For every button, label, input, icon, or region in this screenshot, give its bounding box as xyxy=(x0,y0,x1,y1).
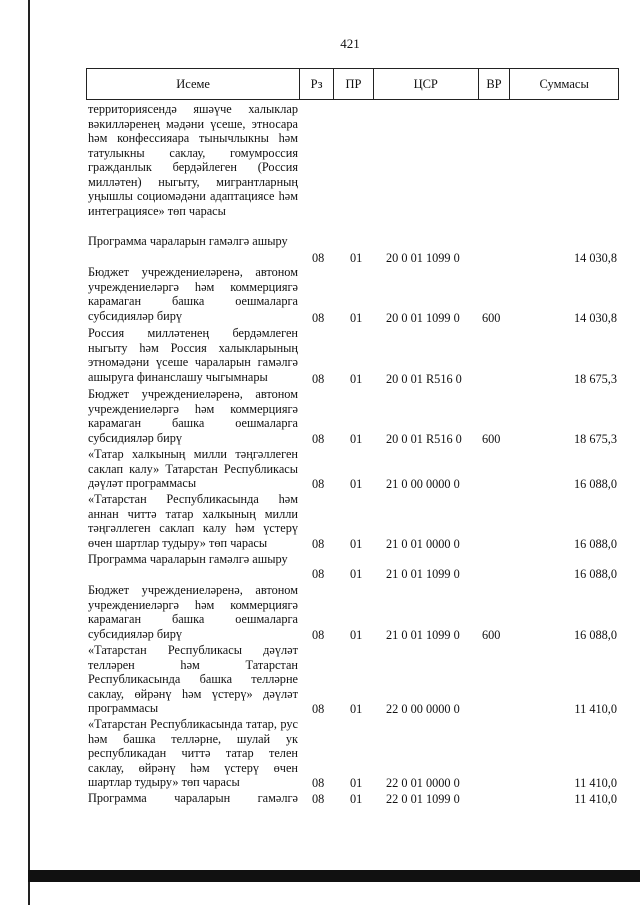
row-name: Программа чараларын гамәлгә xyxy=(88,791,298,805)
row-sum: 18 675,3 xyxy=(573,431,617,446)
header-rz: Рз xyxy=(300,69,334,99)
table-row xyxy=(88,326,619,386)
row-pr: 01 xyxy=(350,476,363,491)
row-pr: 01 xyxy=(350,310,363,325)
row-name: «Татарстан Республикасында һәм аннан читтә татар халкының милли тәңгәллеген саклап калу һәм үстерү өчен шартлар тудыру» төп чарасы xyxy=(88,492,298,550)
row-csr: 20 0 01 1099 0 xyxy=(386,310,460,325)
header-vr: ВР xyxy=(479,69,511,99)
row-rz: 08 xyxy=(312,250,325,265)
row-name: Бюджет учреждениеләренә, автоном учреждениеләргә һәм коммерциягә карамаган башка оешмаларга субсидияләр бирү xyxy=(88,387,298,445)
row-rz: 08 xyxy=(312,536,325,551)
header-pr: ПР xyxy=(334,69,374,99)
row-rz: 08 xyxy=(312,476,325,491)
row-csr: 22 0 01 0000 0 xyxy=(386,775,460,790)
row-sum: 11 410,0 xyxy=(574,791,617,806)
row-rz: 08 xyxy=(312,791,325,806)
row-csr: 22 0 00 0000 0 xyxy=(386,701,460,716)
row-pr: 01 xyxy=(350,791,363,806)
row-csr: 20 0 01 R516 0 xyxy=(386,431,462,446)
table-row xyxy=(88,102,619,233)
row-csr: 20 0 01 1099 0 xyxy=(386,250,460,265)
table-row xyxy=(88,492,619,551)
row-sum: 16 088,0 xyxy=(573,536,617,551)
scan-bottom-edge xyxy=(28,870,640,882)
row-sum: 16 088,0 xyxy=(573,627,617,642)
row-rz: 08 xyxy=(312,310,325,325)
row-csr: 21 0 01 0000 0 xyxy=(386,536,460,551)
row-sum: 11 410,0 xyxy=(574,775,617,790)
row-sum: 14 030,8 xyxy=(573,250,617,265)
row-name: Программа чараларын гамәлгә ашыру xyxy=(88,552,288,566)
row-csr: 21 0 01 1099 0 xyxy=(386,627,460,642)
row-vr: 600 xyxy=(482,431,501,446)
row-pr: 01 xyxy=(350,431,363,446)
row-rz: 08 xyxy=(312,371,325,386)
row-rz: 08 xyxy=(312,431,325,446)
row-name: «Татарстан Республикасы дәүләт телләрен һәм Татарстан Республикасында башка телләрне саклау, өйрәнү һәм үстерү» дәүләт программасы xyxy=(88,643,298,715)
page-number: 421 xyxy=(340,36,360,51)
row-csr: 20 0 01 R516 0 xyxy=(386,371,462,386)
row-sum: 11 410,0 xyxy=(574,701,617,716)
row-pr: 01 xyxy=(350,250,363,265)
table-header xyxy=(86,68,619,100)
row-pr: 01 xyxy=(350,701,363,716)
header-csr: ЦСР xyxy=(374,69,479,99)
table-row xyxy=(88,447,619,491)
row-sum: 18 675,3 xyxy=(573,371,617,386)
row-pr: 01 xyxy=(350,627,363,642)
row-name: Бюджет учреждениеләренә, автоном учреждениеләргә һәм коммерциягә карамаган башка оешмаларга субсидияләр бирү xyxy=(88,265,298,323)
table-row xyxy=(88,552,619,581)
row-rz: 08 xyxy=(312,566,325,581)
row-rz: 08 xyxy=(312,627,325,642)
row-pr: 01 xyxy=(350,775,363,790)
row-rz: 08 xyxy=(312,701,325,716)
row-csr: 21 0 00 0000 0 xyxy=(386,476,460,491)
row-name: Программа чараларын гамәлгә ашыру xyxy=(88,234,288,248)
row-pr: 01 xyxy=(350,566,363,581)
row-name: Россия милләтенең бердәмлеген ныгыту һәм Россия халыкларының этномәдәни үсеше чараларын гамәлгә ашыруга финанслашу чыгымнары xyxy=(88,326,298,384)
scan-left-edge xyxy=(0,0,30,905)
table-row xyxy=(88,643,619,716)
header-name: Исеме xyxy=(87,69,300,99)
table-row xyxy=(88,717,619,790)
header-sum: Суммасы xyxy=(539,76,589,91)
row-name: «Татарстан Республикасында татар, рус һәм башка телләрне, шулай ук республикадан читтә татар телен саклау, өйрәнү һәм үстерү өчен шартлар тудыру» төп чарасы xyxy=(88,717,298,789)
table-row xyxy=(88,234,619,265)
row-rz: 08 xyxy=(312,775,325,790)
row-sum: 16 088,0 xyxy=(573,566,617,581)
row-csr: 22 0 01 1099 0 xyxy=(386,791,460,806)
row-name: «Татар халкының милли тәңгәллеген саклап калу» Татарстан Республикасы дәүләт программасы xyxy=(88,447,298,490)
table-row xyxy=(88,265,619,325)
row-name: территориясендә яшәүче халыклар вәкилләренең мәдәни үсеше, этносара һәм конфессияара тынычлыкны һәм татулыкны саклау, гомумроссия гражданлык бердәйлеген (Россия милләтен) ныгыту, мигрантларның уңышлы социомәдәни адаптациясе һәм интеграциясе» төп чарасы xyxy=(88,102,298,218)
table-row xyxy=(88,583,619,642)
row-sum: 14 030,8 xyxy=(573,310,617,325)
row-pr: 01 xyxy=(350,371,363,386)
row-sum: 16 088,0 xyxy=(573,476,617,491)
row-vr: 600 xyxy=(482,627,501,642)
row-name: Бюджет учреждениеләренә, автоном учреждениеләргә һәм коммерциягә карамаган башка оешмаларга субсидияләр бирү xyxy=(88,583,298,641)
row-csr: 21 0 01 1099 0 xyxy=(386,566,460,581)
row-vr: 600 xyxy=(482,310,501,325)
table-row xyxy=(88,387,619,446)
row-pr: 01 xyxy=(350,536,363,551)
table-row xyxy=(88,791,619,806)
